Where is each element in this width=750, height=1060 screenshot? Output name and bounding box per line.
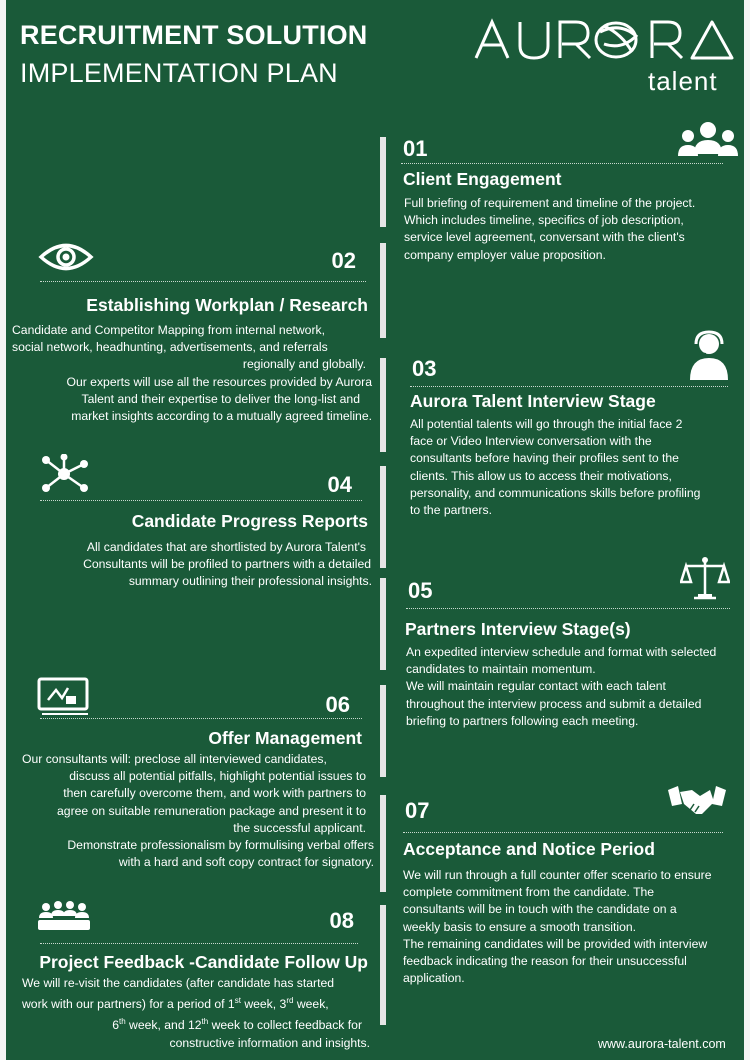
team-meeting-icon — [36, 900, 92, 936]
divider — [40, 718, 362, 719]
scales-icon — [680, 556, 730, 602]
footer-url[interactable]: www.aurora-talent.com — [598, 1037, 726, 1051]
body-line: personality, and communications skills before profiling — [410, 485, 701, 500]
body-line: Our experts will use all the resources provided by Aurora — [66, 374, 372, 389]
divider — [406, 608, 730, 609]
body-line: The remaining candidates will be provided with interview — [403, 936, 708, 951]
timeline-bar-8 — [380, 905, 386, 1025]
body-line: Demonstrate professionalism by formulising verbal offers — [67, 838, 374, 853]
body-line: Talent and their expertise to deliver the long-list and — [81, 391, 360, 406]
eye-icon — [38, 240, 94, 274]
step-number: 07 — [405, 798, 430, 823]
step-title: Client Engagement — [403, 169, 562, 189]
whiteboard-chart-icon — [36, 676, 92, 716]
body-line: constructive information and insights. — [169, 1035, 370, 1050]
body-line: summary outlining their professional insights. — [128, 574, 372, 589]
timeline-bar-6 — [380, 685, 386, 777]
body-line: clients. This allow us to access their motivations, — [410, 468, 672, 483]
body-line: service level agreement, conversant with the client's — [404, 230, 685, 245]
body-line: discuss all potential pitfalls, highlight potential issues to — [69, 769, 366, 784]
handshake-icon — [666, 784, 728, 820]
step-body — [406, 644, 746, 730]
divider — [410, 386, 728, 387]
body-line: company employer value proposition. — [404, 247, 606, 262]
page-subtitle: IMPLEMENTATION PLAN — [20, 58, 338, 88]
body-line: All candidates that are shortlisted by Aurora Talent's — [86, 540, 366, 554]
body-line: to the partners. — [410, 503, 492, 518]
body-line: consultants before having their profiles sent to the — [410, 451, 679, 466]
step-body — [404, 195, 744, 264]
body-line: complete commitment from the candidate. The — [403, 885, 655, 900]
timeline-bar-7 — [380, 795, 386, 892]
headset-person-icon — [686, 330, 732, 380]
body-line: consultants will be in touch with the candidate on a — [403, 902, 677, 917]
body-line: candidates to maintain momentum. — [406, 662, 596, 677]
step-title: Offer Management — [208, 728, 362, 748]
divider — [401, 163, 723, 164]
step-body — [12, 322, 372, 425]
body-line: Our consultants will: preclose all interviewed candidates, — [22, 752, 327, 766]
divider — [40, 281, 366, 282]
timeline-bar-5 — [380, 578, 386, 670]
body-line: We will run through a full counter offer scenario to ensure — [403, 868, 712, 882]
step-number: 08 — [329, 908, 354, 933]
step-title: Acceptance and Notice Period — [403, 839, 655, 859]
step-title: Project Feedback -Candidate Follow Up — [39, 952, 368, 972]
body-line: Full briefing of requirement and timeline of the project. — [404, 196, 696, 210]
step-title: Establishing Workplan / Research — [86, 295, 368, 315]
divider — [40, 500, 362, 501]
body-line: agree on suitable remuneration package and present it to — [57, 803, 366, 818]
step-number: 06 — [325, 692, 350, 717]
step-body — [12, 751, 374, 871]
body-line: feedback indicating the reason for their unsuccessful — [403, 954, 687, 969]
timeline-bar-1 — [380, 137, 386, 227]
body-line: weekly basis to ensure a smooth transition. — [403, 919, 637, 934]
body-line: face or Video Interview conversation with the — [410, 434, 652, 449]
body-line: application. — [403, 971, 465, 986]
page-edge-right — [744, 0, 750, 1060]
step-number: 02 — [331, 248, 356, 273]
body-line: We will re-visit the candidates (after candidate has started — [22, 976, 335, 990]
body-line: Candidate and Competitor Mapping from internal network, — [12, 323, 325, 337]
body-line: market insights according to a mutually agreed timeline. — [71, 409, 372, 424]
body-line: social network, headhunting, advertisements, and referrals — [12, 340, 328, 355]
body-line: Which includes timeline, specifics of job description, — [404, 213, 684, 228]
divider — [403, 832, 723, 833]
step-body — [20, 539, 372, 591]
body-line: All potential talents will go through the initial face 2 — [410, 417, 683, 431]
step-body — [410, 416, 748, 519]
page-title: RECRUITMENT SOLUTION — [20, 20, 368, 50]
network-nodes-icon — [38, 454, 90, 494]
timeline-bar-4 — [380, 466, 386, 568]
timeline-bar-3 — [380, 358, 386, 452]
page-edge-left — [0, 0, 6, 1060]
body-line: 6th week, and 12th week to collect feedback for — [112, 1017, 362, 1033]
step-title: Candidate Progress Reports — [131, 511, 368, 531]
body-line: throughout the interview process and submit a detailed — [406, 696, 702, 711]
body-line: the successful applicant. — [233, 820, 366, 835]
step-body — [18, 975, 370, 1052]
step-number: 03 — [412, 356, 437, 381]
body-line: then carefully overcome them, and work with partners to — [63, 786, 366, 801]
step-number: 01 — [403, 136, 428, 161]
step-number: 04 — [327, 472, 352, 497]
step-body — [403, 867, 744, 987]
step-number: 05 — [408, 578, 433, 603]
logo-subtitle: talent — [648, 66, 718, 96]
body-line: work with our partners) for a period of 1st week, 3rd week, — [22, 996, 329, 1012]
body-line: Consultants will be profiled to partners with a detailed — [83, 557, 371, 572]
body-line: briefing to partners following each meeting. — [406, 713, 639, 728]
step-title: Aurora Talent Interview Stage — [410, 391, 656, 411]
body-line: regionally and globally. — [242, 357, 366, 372]
timeline-bar-2 — [380, 243, 386, 338]
people-group-icon — [676, 120, 740, 160]
aurora-swirl-logo-icon — [0, 0, 750, 110]
body-line: with a hard and soft copy contract for signatory. — [118, 855, 374, 870]
body-line: An expedited interview schedule and format with selected — [406, 645, 717, 659]
step-title: Partners Interview Stage(s) — [405, 619, 631, 639]
divider — [40, 943, 358, 944]
body-line: We will maintain regular contact with each talent — [406, 679, 666, 694]
